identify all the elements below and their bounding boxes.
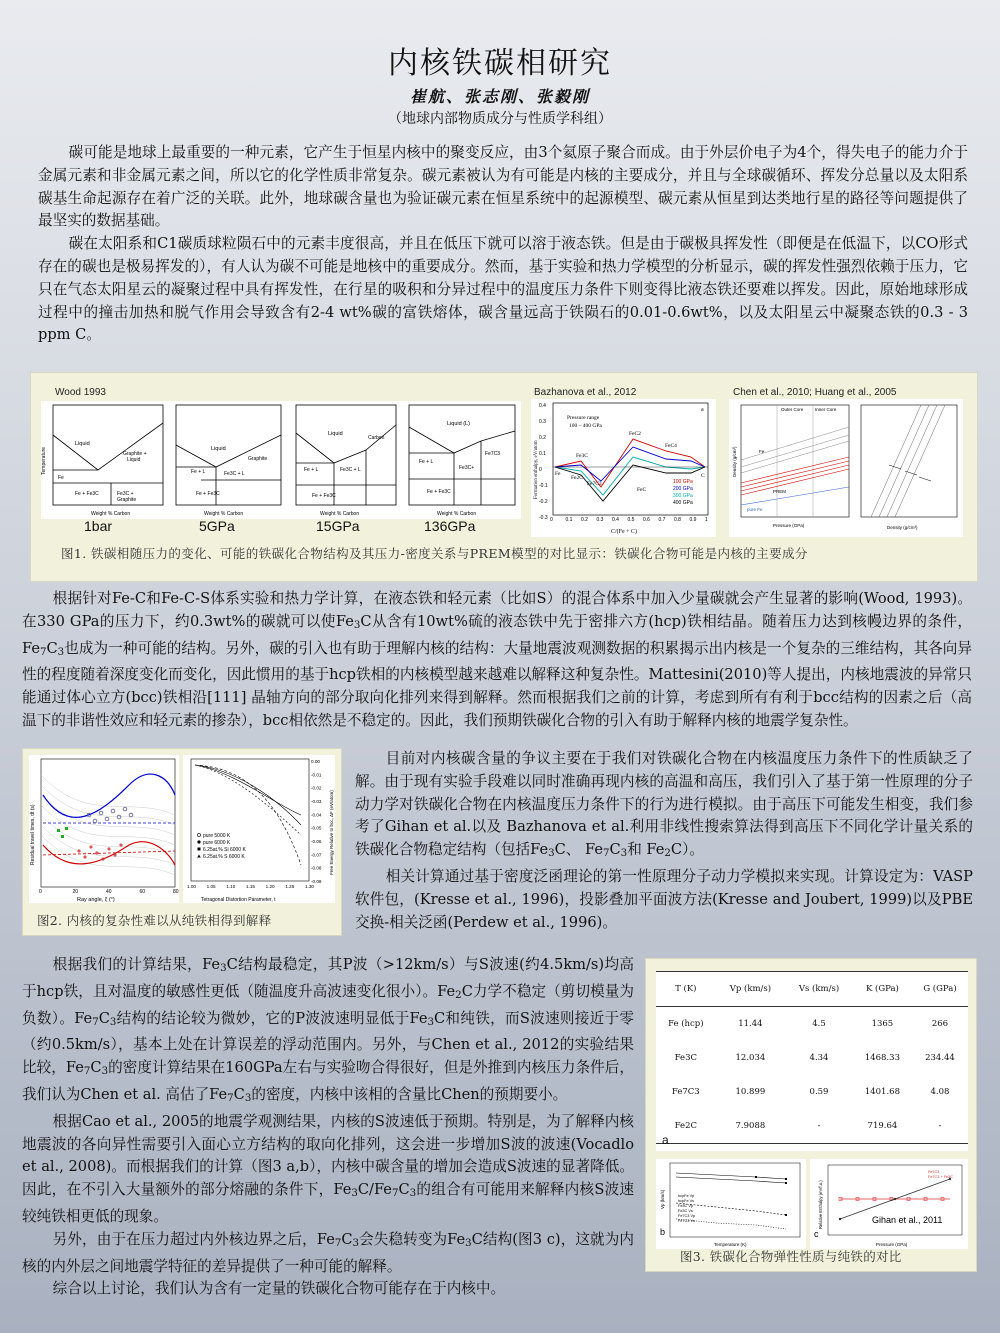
- svg-text:Weight % Carbon: Weight % Carbon: [91, 511, 131, 517]
- fig2-legend-4: 6.25at.% S 6000 K: [203, 854, 245, 860]
- fig2-right-y-tick: -0.03: [311, 799, 322, 804]
- fig2-legend-2: pure 6000 K: [203, 840, 231, 846]
- table-cell: 12.034: [735, 1053, 766, 1063]
- svg-text:Liquid: Liquid: [328, 431, 343, 437]
- svg-text:Temperature: Temperature: [41, 446, 47, 475]
- c-legend-2: Fe7C3 + Fe3C: [928, 1175, 954, 1179]
- table-row: [656, 1041, 968, 1075]
- density-pressure-plots: [729, 399, 963, 537]
- intro-paragraph-2: 碳在太阳系和C1碳质球粒陨石中的元素丰度很高，并且在低压下就可以溶于液态铁。但是由于碳极具挥发性（即便是在低温下，以CO形式存在的碳也是极易挥发的），有人认为碳不可能是地核中的重要成分。然而，基于实验和热力学模型的分析显示，碳的挥发性强烈依赖于压力，它只在气态太阳星云的凝聚过程中具有挥发性，在行星的吸积和分异过程中的温度压力条件下则变得比液态铁还要难以挥发。因此，原始地球形成过程中的撞击加热和脱气作用会导致含有2-4 wt%碳的富铁熔体，碳含量远高于铁陨石的0.01-0.6wt%，以及太阳星云中凝聚态铁的0.3 - 3 ppm C。: [38, 235, 968, 344]
- section-2-paragraph: 根据针对Fe-C和Fe-C-S体系实验和热力学计算，在液态铁和轻元素（比如S）的混合体系中加入少量碳就会产生显著的影响(Wood, 1993)。在330 GPa的压力下，约0.3wt%的碳就可以使$Fe_3C$从含有10wt%硫的液态铁中先于密排六方(hcp)铁相结晶。随着压力达到核幔边界的条件，$Fe_7C_3$也成为一种可能的结构。另外，碳的引入也有助于理解内核的结构：大量地震波观测数据的积累揭示出内核是一个复杂的三维结构，其各向异性的程度随着深度变化而变化，因此惯用的基于hcp铁相的内核模型越来越难以解释这种复杂性。Mattesini(2010)等人提出，内核地震波的异常只能通过体心立方(bcc)铁相沿[111] 晶轴方向的部分取向化排列来得到解释。然而根据我们之前的计算，考虑到所有有利于bcc结构的因素之后（高温下的非谐性效应和轻元素的掺杂），bcc相依然是不稳定的。因此，我们预期铁碳化合物的引入有助于解释内核的地震学复杂性。: [22, 590, 972, 729]
- figure-3-panel: [645, 958, 977, 1272]
- figure-2-caption: 图2. 内核的复杂性难以从纯铁相得到解释: [37, 913, 272, 928]
- pressure-label-5gpa: 5GPa: [199, 518, 235, 534]
- poster-title: 内核铁碳相研究: [388, 46, 612, 81]
- fig2-left-x-tick: 60: [139, 889, 146, 895]
- chen-ylabel: Density (g/cm³): [732, 446, 737, 477]
- pressure-label-15gpa: 15GPa: [316, 518, 360, 534]
- bazh-y-tick: 0.2: [539, 435, 546, 441]
- table-cell: 4.08: [930, 1087, 950, 1097]
- svg-text:100 – 400 GPa: 100 – 400 GPa: [569, 423, 602, 429]
- velocity-temperature-plot: [656, 1159, 806, 1249]
- svg-text:Weight % Carbon: Weight % Carbon: [204, 511, 244, 517]
- gihan-label: Gihan et al., 2011: [872, 1215, 943, 1225]
- fig2-left-ylabel: Residual travel times, dt (s): [30, 804, 36, 865]
- table-cell: 234.44: [925, 1053, 955, 1063]
- svg-text:FeC2: FeC2: [629, 431, 641, 437]
- svg-text:Fe: Fe: [555, 471, 561, 477]
- panel-label-a: a: [662, 1133, 669, 1147]
- fig2-right-x-tick: 1.30: [305, 884, 314, 889]
- fig2-right-y-tick: -0.01: [311, 772, 322, 778]
- bazh-y-tick: -0.1: [539, 483, 548, 489]
- svg-text:Fe + L: Fe + L: [304, 467, 319, 473]
- bazh-x-tick: 0.8: [674, 517, 681, 523]
- svg-text:Fe + Fe3C: Fe + Fe3C: [427, 489, 451, 495]
- svg-text:Liquid: Liquid: [75, 441, 90, 447]
- bazh-y-tick: 0: [539, 467, 542, 473]
- bazh-x-tick: 0.1: [565, 517, 573, 523]
- svg-text:Graphite: Graphite: [248, 456, 268, 462]
- bazh-x-tick: 0.2: [581, 517, 588, 523]
- table-cell: Fe2C: [656, 1109, 716, 1144]
- table-cell: 4.5: [812, 1019, 826, 1029]
- b-legend-3: Fe3C Vp: [678, 1204, 693, 1208]
- intro-section: [38, 142, 968, 347]
- section-3-paragraph-2: 相关计算通过基于密度泛函理论的第一性原理分子动力学模拟来实现。计算设定为：VASP软件包，(Kresse et al., 1996)，投影叠加平面波方法(Kresse and Joubert, 1999)以及PBE交换-相关泛函(Perdew et al., 1996)。: [355, 867, 973, 931]
- bazh-x-tick: 0.6: [643, 517, 650, 523]
- bazhanova-label: Bazhanova et al., 2012: [534, 387, 637, 398]
- svg-text:200 GPa: 200 GPa: [673, 486, 693, 492]
- svg-text:Fe3C+: Fe3C+: [459, 465, 475, 471]
- bazh-y-tick: 0.4: [539, 403, 546, 409]
- elastic-properties-table-wrap: [656, 971, 968, 1151]
- pressure-label-1bar: 1bar: [84, 518, 113, 534]
- b-xlabel: Temperature (K): [714, 1242, 747, 1247]
- c-ylabel: Relative Enthalpy (eV/f.u.): [818, 1180, 823, 1229]
- fig2-left-x-tick: 0: [39, 889, 42, 895]
- svg-text:Fe3C: Fe3C: [576, 453, 588, 459]
- svg-text:C: C: [701, 473, 705, 479]
- b-legend-4: Fe3C Vs: [678, 1209, 693, 1213]
- fig2-right-y-tick: -0.04: [311, 812, 322, 818]
- fig2-right-y-tick: -0.06: [311, 839, 322, 844]
- table-cell: 266: [931, 1019, 949, 1029]
- fig2-right-x-tick: 1.00: [187, 884, 196, 889]
- wood-label: Wood 1993: [55, 387, 106, 398]
- section-3-paragraph-1: 目前对内核碳含量的争议主要在于我们对铁碳化合物在内核温度压力条件下的性质缺乏了解。由于现有实验手段难以同时准确再现内核的高温和高压，我们引入了基于第一性原理的分子动力学对铁碳化合物在内核温度压力条件下的行为进行模拟。由于高压下可能发生相变，我们参考了Gihan et al.以及 Bazhanova et al.利用非线性搜索算法得到高压下不同化学计量关系的铁碳化合物稳定结构（包括$Fe_3C$、 $Fe_7C_3$和 $Fe_2C$）。: [355, 750, 973, 860]
- b-legend-6: Fe7C3 Vs: [678, 1219, 695, 1223]
- fig2-left-x-tick: 40: [106, 889, 112, 895]
- fig2-right-y-tick: -0.08: [311, 865, 322, 871]
- svg-text:Graphite: Graphite: [117, 497, 137, 503]
- svg-text:300 GPa: 300 GPa: [673, 493, 693, 499]
- svg-text:FeC4: FeC4: [665, 443, 677, 449]
- outer-core-label: Outer Core: [781, 407, 804, 412]
- fig2-left-x-tick: 80: [173, 889, 179, 895]
- table-row: [656, 1075, 968, 1109]
- svg-text:Fe + Fe3C: Fe + Fe3C: [196, 491, 220, 497]
- section-4-paragraph-4: 综合以上讨论，我们认为含有一定量的铁碳化合物可能存在于内核中。: [52, 1280, 506, 1298]
- figure-1-panel: [30, 372, 978, 582]
- b-legend-2: hcpFe Vs: [678, 1199, 695, 1203]
- b-legend-1: hcpFe Vp: [678, 1194, 695, 1198]
- table-cell: Fe7C3: [671, 1087, 700, 1097]
- table-header: K (GPa): [853, 972, 912, 1007]
- svg-text:Pressure range: Pressure range: [567, 415, 600, 421]
- fig2-right-y-tick: -0.05: [311, 825, 322, 831]
- residual-travel-time-plot: [29, 755, 179, 903]
- free-energy-plot: [183, 755, 335, 903]
- fig2-right-y-tick: -0.02: [311, 785, 322, 791]
- bazh-x-tick: 0.3: [596, 517, 604, 523]
- figure-3-caption: 图3. 铁碳化合物弹性性质与纯铁的对比: [680, 1249, 902, 1264]
- authors: 崔航、张志刚、张毅刚: [409, 87, 590, 106]
- table-header: G (GPa): [912, 972, 968, 1007]
- intro-paragraph-1: 碳可能是地球上最重要的一种元素，它产生于恒星内核中的聚变反应，由3个氦原子聚合而成。由于外层价电子为4个，得失电子的能力介于金属元素和非金属元素之间，所以它的化学性质非常复杂。碳元素被认为有可能是内核的主要成分，并且与全球碳循环、挥发分总量以及太阳系碳基生命起源存在着广泛的关联。此外，地球碳含量也为验证碳元素在恒星系统中的起源模型、碳元素从恒星到达类地行星的路径等问题提供了最坚实的数据基础。: [38, 144, 968, 230]
- svg-text:a: a: [701, 407, 704, 413]
- pure-fe-label: pure Fe: [747, 507, 763, 512]
- bazh-x-tick: 0.9: [689, 517, 697, 523]
- table-cell: 4.34: [809, 1053, 829, 1063]
- section-4-paragraph-3: 另外，由于在压力超过内外核边界之后，$Fe_7C_3$会失稳转变为$Fe_3C$结构(图3 c)，这就为内核的内外层之间地震学特征的差异提供了一种可能的解释。: [22, 1230, 634, 1275]
- svg-text:Fe3C + L: Fe3C + L: [340, 467, 361, 473]
- bazh-x-tick: 1: [705, 517, 708, 523]
- fig2-right-x-tick: 1.10: [226, 884, 236, 889]
- panel-label-c: c: [814, 1229, 819, 1239]
- b-legend-5: Fe7C3 Vp: [678, 1214, 696, 1218]
- svg-text:100 GPa: 100 GPa: [673, 479, 693, 485]
- research-group: （地球内部物质成分与性质学科组）: [388, 111, 612, 127]
- svg-text:Fe + Fe3C: Fe + Fe3C: [312, 493, 336, 499]
- table-cell: 11.44: [738, 1019, 763, 1029]
- fig2-left-xlabel: Ray angle, ξ (°): [77, 897, 115, 903]
- fig2-right-y-tick: -0.09: [311, 879, 322, 884]
- chen-label: Chen et al., 2010; Huang et al., 2005: [733, 387, 897, 398]
- svg-text:Fe7C3: Fe7C3: [587, 481, 602, 487]
- c-xlabel: Pressure (GPa): [876, 1242, 908, 1247]
- table-row: [656, 1109, 968, 1144]
- table-cell: 7.9088: [716, 1109, 786, 1144]
- svg-text:Fe: Fe: [58, 475, 64, 481]
- section-3: [355, 748, 973, 934]
- formation-enthalpy-plot: [531, 399, 716, 537]
- svg-text:Weight % Carbon: Weight % Carbon: [320, 511, 360, 517]
- svg-text:Fe2C: Fe2C: [571, 475, 583, 481]
- bazh-ylabel: Formation enthalpy, eV/atom: [534, 440, 539, 499]
- fig2-right-x-tick: 1.15: [246, 884, 255, 889]
- svg-text:Weight % Carbon: Weight % Carbon: [437, 511, 477, 517]
- figure-1-caption: 图1. 铁碳相随压力的变化、可能的铁碳化合物结构及其压力-密度关系与PREM模型的对比显示：铁碳化合物可能是内核的主要成分: [61, 546, 808, 561]
- fe-label: Fe: [759, 449, 765, 454]
- table-cell: 0.59: [809, 1087, 829, 1097]
- section-2: [22, 588, 972, 733]
- table-cell: 1365: [871, 1019, 894, 1029]
- table-cell: 10.899: [735, 1087, 766, 1097]
- section-4-paragraph-1: 根据我们的计算结果，$Fe_3C$结构最稳定，其P波（>12km/s）与S波速(约4.5km/s)均高于hcp铁，且对温度的敏感性更低（随温度升高波速变化很小）。$Fe_2C$力学不稳定（剪切模量为负数）。$Fe_7C_3$结构的结论较为微妙，它的P波波速明显低于$Fe_3C$和纯铁，而S波速则接近于零（约0.5km/s），基本上处在计算误差的浮动范围内。另外，与Chen et al., 2012的实验结果比较，$Fe_7C_3$的密度计算结果在160GPa左右与实验吻合得很好，但是外推到内核压力条件后，我们认为Chen et al. 高估了$Fe_7C_3$的密度，内核中该相的含量比Chen的预期要小。: [22, 956, 634, 1104]
- c-legend-1: Fe7C3: [928, 1170, 940, 1174]
- b-ylabel: Vp (km/s): [660, 1189, 665, 1209]
- bazh-x-tick: 0: [550, 517, 553, 523]
- fig2-right-y-tick: -0.07: [311, 852, 322, 858]
- table-header: T (K): [656, 972, 716, 1007]
- table-cell: -: [785, 1109, 853, 1144]
- fig2-right-x-tick: 1.05: [206, 884, 216, 889]
- fig2-right-x-tick: 1.25: [285, 884, 295, 889]
- prem-label: PREM: [773, 489, 787, 494]
- phase-diagrams: [41, 401, 521, 519]
- table-header: Vs (km/s): [785, 972, 853, 1007]
- table-row: [656, 1007, 968, 1042]
- bazh-y-tick: -0.3: [539, 515, 548, 521]
- svg-text:FeC: FeC: [637, 487, 647, 493]
- chen-xlabel: Pressure (GPa): [773, 523, 805, 528]
- relative-enthalpy-plot: [810, 1159, 968, 1249]
- elastic-properties-table: [656, 971, 968, 1144]
- svg-text:Liquid (L): Liquid (L): [447, 421, 470, 427]
- panel-label-b: b: [660, 1227, 666, 1237]
- bazh-x-tick: 0.7: [658, 517, 666, 523]
- table-cell: 1468.33: [864, 1053, 900, 1063]
- svg-text:Fe + Fe3C: Fe + Fe3C: [75, 491, 99, 497]
- svg-text:Fe + L: Fe + L: [191, 469, 206, 475]
- bazh-y-tick: 0.1: [539, 451, 546, 457]
- section-4: [22, 954, 634, 1301]
- svg-text:Fe3C +: Fe3C +: [117, 491, 134, 497]
- fig2-right-ylabel: Free Energy Relative to bcc, ΔF (eV/atom): [329, 790, 334, 875]
- table-header: Vp (km/s): [716, 972, 786, 1007]
- svg-text:Graphite +: Graphite +: [123, 451, 147, 457]
- fig2-right-y-tick: 0.00: [311, 759, 320, 764]
- svg-text:Carbon: Carbon: [368, 435, 385, 441]
- figure-2-panel: [22, 748, 342, 936]
- inner-core-label: Inner Core: [815, 407, 837, 412]
- fig2-left-x-tick: 20: [72, 889, 79, 895]
- fig2-right-xlabel: Tetragonal Distortion Parameter, t: [201, 897, 276, 903]
- table-cell: 1401.68: [864, 1087, 900, 1097]
- svg-text:400 GPa: 400 GPa: [673, 500, 693, 506]
- bazh-y-tick: 0.3: [539, 419, 546, 425]
- table-cell: Fe (hcp): [668, 1019, 704, 1029]
- section-4-paragraph-2: 根据Cao et al., 2005的地震学观测结果，内核的S波速低于预期。特别是，为了解释内核地震波的各向异性需要引入面心立方结构的取向化排列，这会进一步增加S波的波速(Vocadlo et al., 2008)。而根据我们的计算（图3 a,b），内核中碳含量的增加会造成S波速的显著降低。 因此，在不引入大量额外的部分熔融的条件下，$Fe_3C/Fe_7C_3$的组合有可能用来解释内核S波速较纯铁相更低的现象。: [22, 1112, 634, 1225]
- table-cell: Fe3C: [674, 1053, 697, 1063]
- svg-text:Fe3C + L: Fe3C + L: [224, 471, 245, 477]
- bazh-x-tick: 0.4: [612, 517, 619, 523]
- svg-text:Liquid: Liquid: [211, 446, 226, 452]
- svg-text:Fe7C3: Fe7C3: [485, 451, 501, 457]
- fig2-legend-3: 6.25at.% Si 6000 K: [203, 847, 246, 853]
- table-cell: 719.64: [853, 1109, 912, 1144]
- bazh-x-tick: 0.5: [627, 517, 635, 523]
- chen-xlabel-2: Density (g/cm³): [887, 525, 918, 530]
- svg-text:Fe + L: Fe + L: [419, 459, 434, 465]
- fig2-right-x-tick: 1.20: [265, 884, 275, 889]
- bazh-y-tick: -0.2: [539, 499, 548, 505]
- table-cell: -: [912, 1109, 968, 1144]
- fig2-legend-1: pure 5000 K: [203, 833, 231, 839]
- pressure-label-136gpa: 136GPa: [424, 518, 476, 534]
- svg-text:Liquid: Liquid: [127, 457, 141, 463]
- bazh-xlabel: C/(Fe + C): [611, 529, 638, 535]
